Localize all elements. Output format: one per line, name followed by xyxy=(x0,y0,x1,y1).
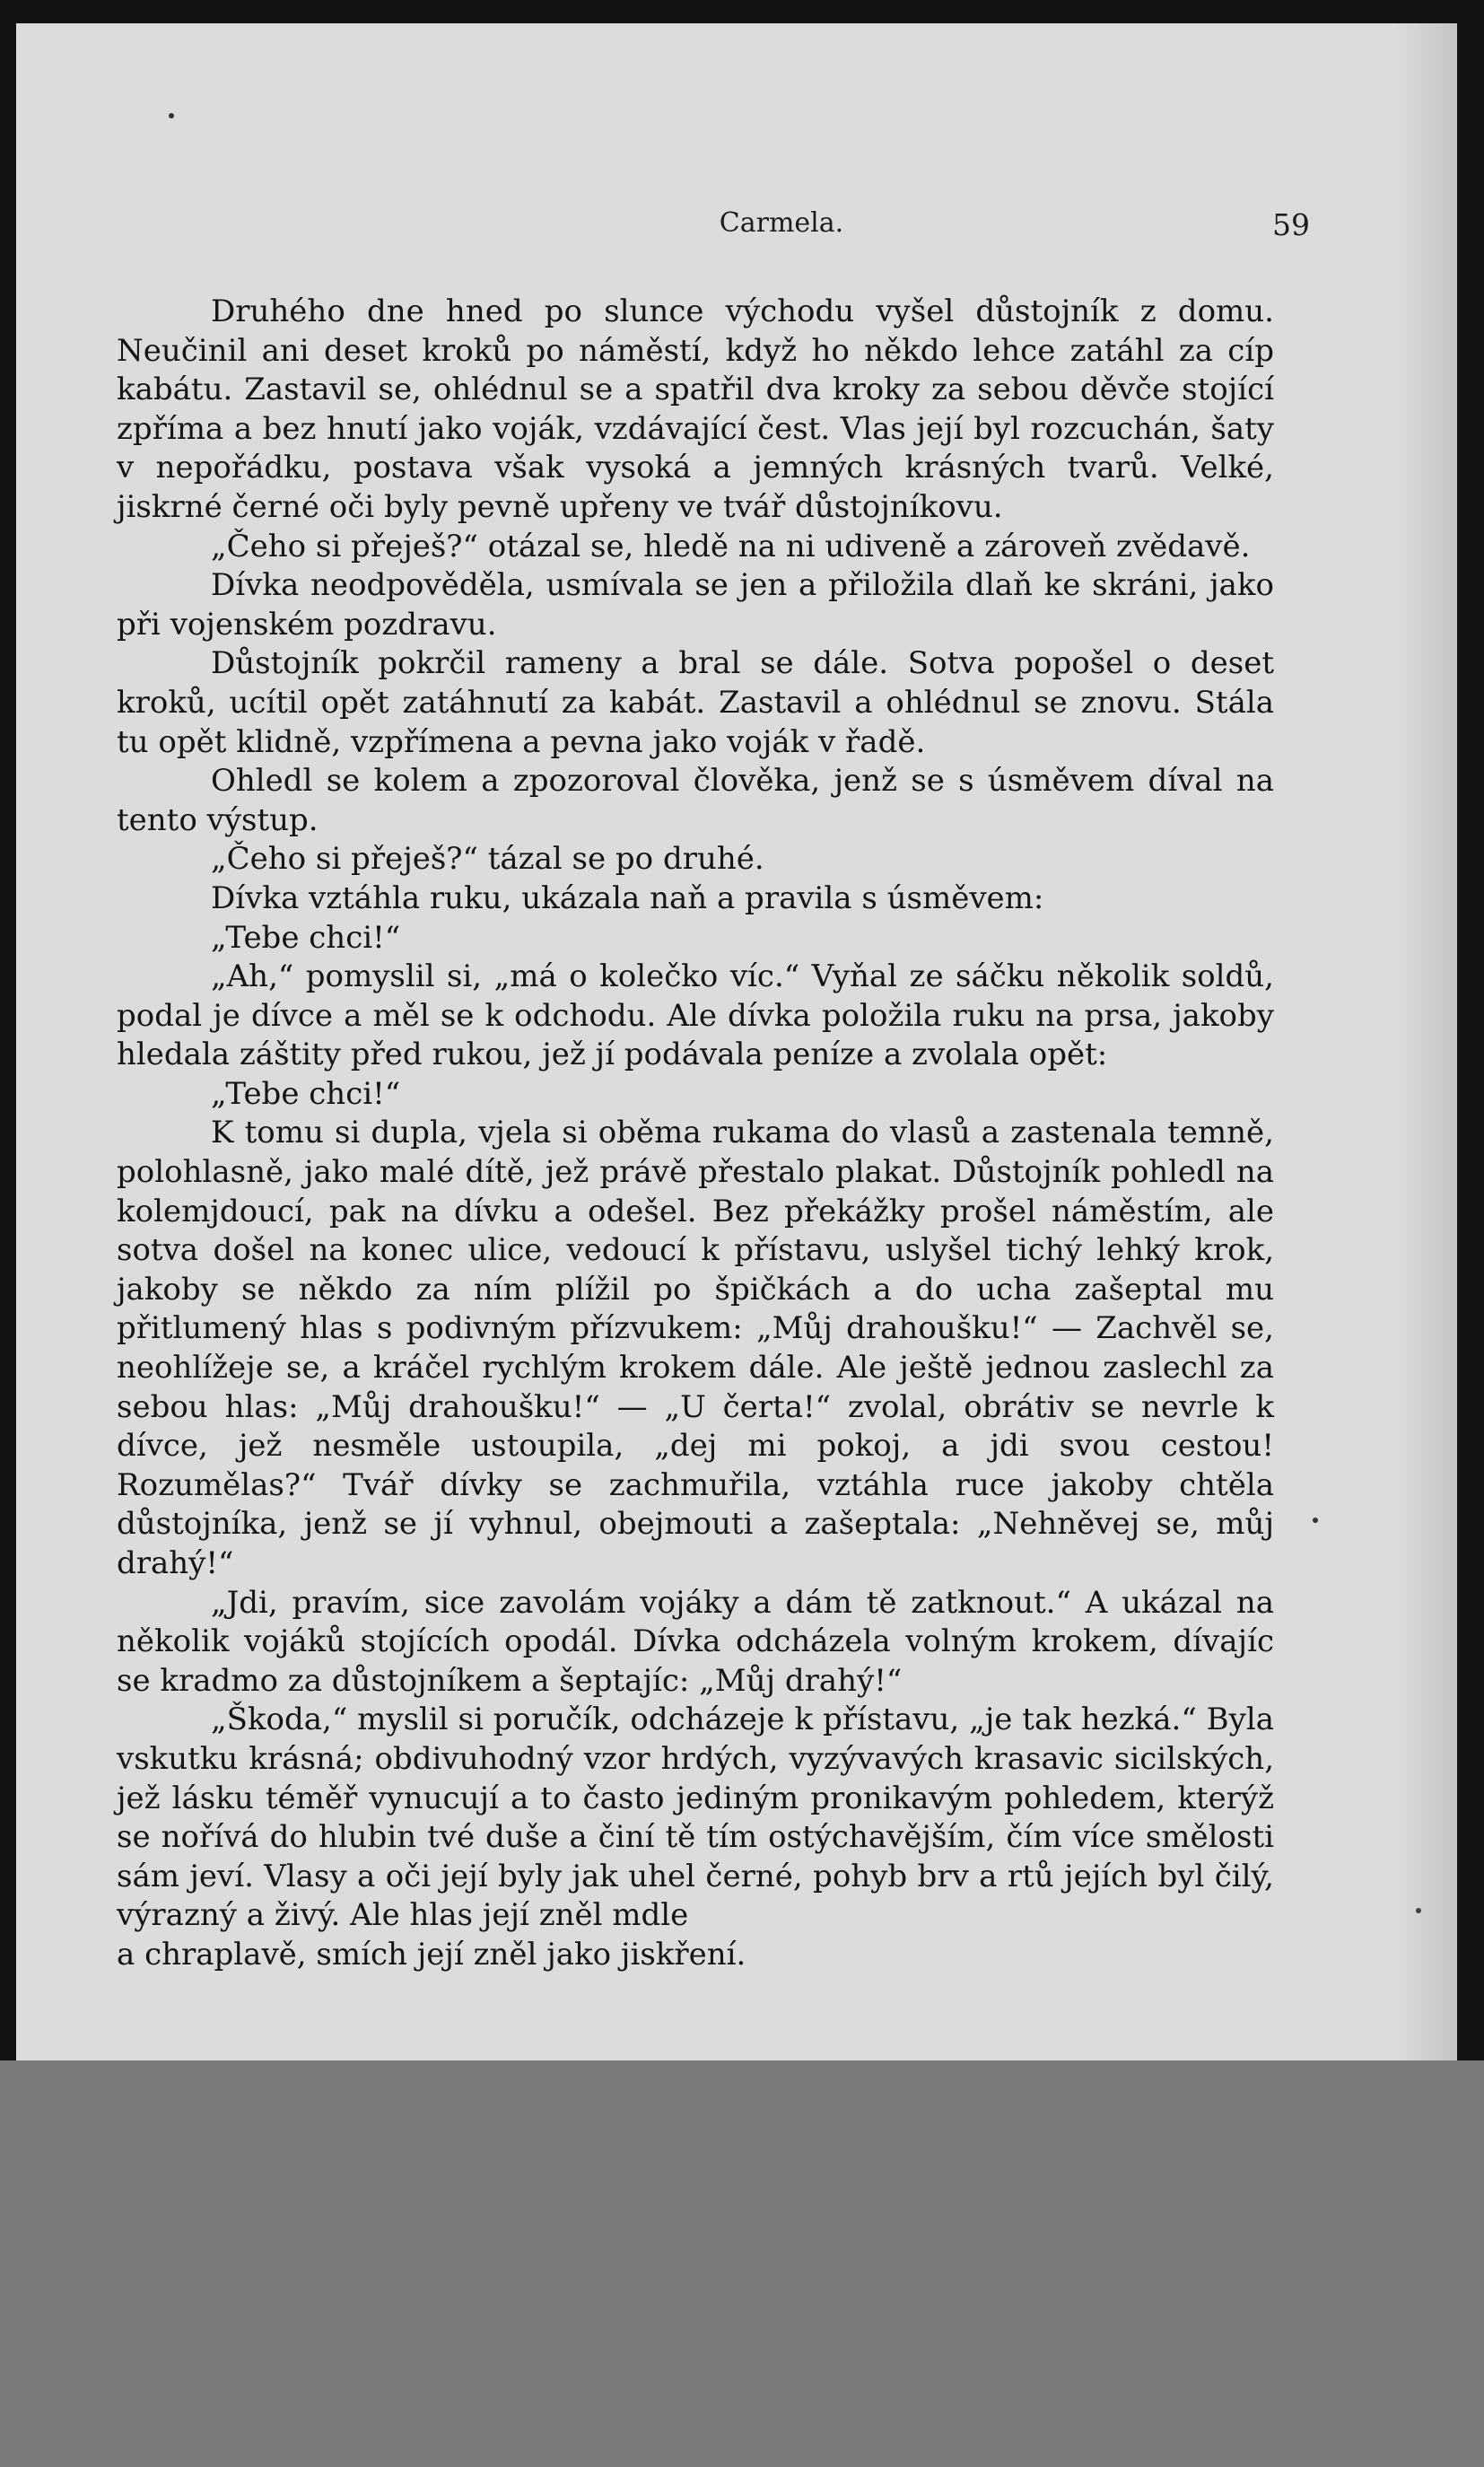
paragraph: Dívka vztáhla ruku, ukázala naň a pravila s úsměvem: xyxy=(211,879,1044,916)
dust-speck xyxy=(169,113,174,118)
paragraph: Důstojník pokrčil rameny a bral se dále. Sotva popošel o deset kroků, ucítil opět zatáhnutí za kabát. Zastavil a ohlédnul se znovu. Stála tu opět klidně, vzpřímena a pevna jako voják v řadě. xyxy=(117,645,1274,760)
dust-speck xyxy=(1313,1518,1318,1523)
paragraph: „Čeho si přeješ?“ tázal se po druhé. xyxy=(211,841,764,878)
paragraph: Ohledl se kolem a zpozoroval člověka, jenž se s úsměvem díval na tento výstup. xyxy=(117,763,1274,838)
paragraph: „Čeho si přeješ?“ otázal se, hledě na ni udiveně a zároveň zvědavě. xyxy=(211,528,1251,564)
paragraph: Druhého dne hned po slunce východu vyšel důstojník z domu. Neučinil ani deset kroků po náměstí, když ho někdo lehce zatáhl za cíp kabátu. Zastavil se, ohlédnul se a spatřil dva kroky za sebou děvče stojící zpříma a bez hnutí jako voják, vzdávající čest. Vlas její byl rozcuchán, šaty v nepořádku, postava však vysoká a jemných krásných tvarů. Velké, jiskrné černé oči byly pevně upřeny ve tvář důstojníkovu. xyxy=(117,293,1274,525)
page-header xyxy=(16,207,1457,254)
page-number: 59 xyxy=(1272,207,1310,242)
paragraph: „Tebe chci!“ xyxy=(211,919,401,956)
paragraph-cut-off: a chraplavě, smích její zněl jako jiskření. xyxy=(117,1936,746,1972)
book-page xyxy=(16,23,1457,2060)
paragraph: „Ah,“ pomyslil si, „má o kolečko víc.“ Vyňal ze sáčku několik soldů, podal je dívce a měl se k odchodu. Ale dívka položila ruku na prsa, jakoby hledala záštity před rukou, jež jí podávala peníze a zvolala opět: xyxy=(117,958,1274,1073)
paragraph: Dívka neodpověděla, usmívala se jen a přiložila dlaň ke skráni, jako při vojenském pozdravu. xyxy=(117,567,1274,643)
paragraph: „Jdi, pravím, sice zavolám vojáky a dám tě zatknout.“ A ukázal na několik vojáků stojících opodál. Dívka odcházela volným krokem, dívajíc se kradmo za důstojníkem a šeptajíc: „Můj drahý!“ xyxy=(117,1584,1274,1699)
paragraph: „Škoda,“ myslil si poručík, odcházeje k přístavu, „je tak hezká.“ Byla vskutku krásná; obdivuhodný vzor hrdých, vyzývavých krasavic sicilských, jež lásku téměř vynucují a to často jediným pronikavým pohledem, kterýž se nořívá do hlubin tvé duše a činí tě tím ostýchavějším, čím více smělosti sám jeví. Vlasy a oči její byly jak uhel černé, pohyb brv a rtů jejích byl čilý, výrazný a živý. Ale hlas její zněl mdle xyxy=(117,1702,1274,1934)
paragraph: K tomu si dupla, vjela si oběma rukama do vlasů a zastenala temně, polohlasně, jako malé dítě, jež právě přestalo plakat. Důstojník pohledl na kolemjdoucí, pak na dívku a odešel. Bez překážky prošel náměstím, ale sotva došel na konec ulice, vedoucí k přístavu, uslyšel tichý lehký krok, jakoby se někdo za ním plížil po špičkách a do ucha zašeptal mu přitlumený hlas s podivným přízvukem: „Můj drahoušku!“ — Zachvěl se, neohlížeje se, a kráčel rychlým krokem dále. Ale ještě jednou zaslechl za sebou hlas: „Můj drahoušku!“ — „U čerta!“ zvolal, obrátiv se nevrle k dívce, jež nesměle ustoupila, „dej mi pokoj, a jdi svou cestou! Rozumělas?“ Tvář dívky se zachmuřila, vztáhla ruce jakoby chtěla důstojníka, jenž se jí vyhnul, obejmouti a zašeptala: „Nehněvej se, můj drahý!“ xyxy=(117,1115,1274,1581)
scan-bottom-band xyxy=(0,2060,1484,2467)
paragraph: „Tebe chci!“ xyxy=(211,1075,401,1112)
body-text xyxy=(117,293,1274,1972)
dust-speck xyxy=(1416,1908,1421,1913)
running-title: Carmela. xyxy=(719,207,844,239)
